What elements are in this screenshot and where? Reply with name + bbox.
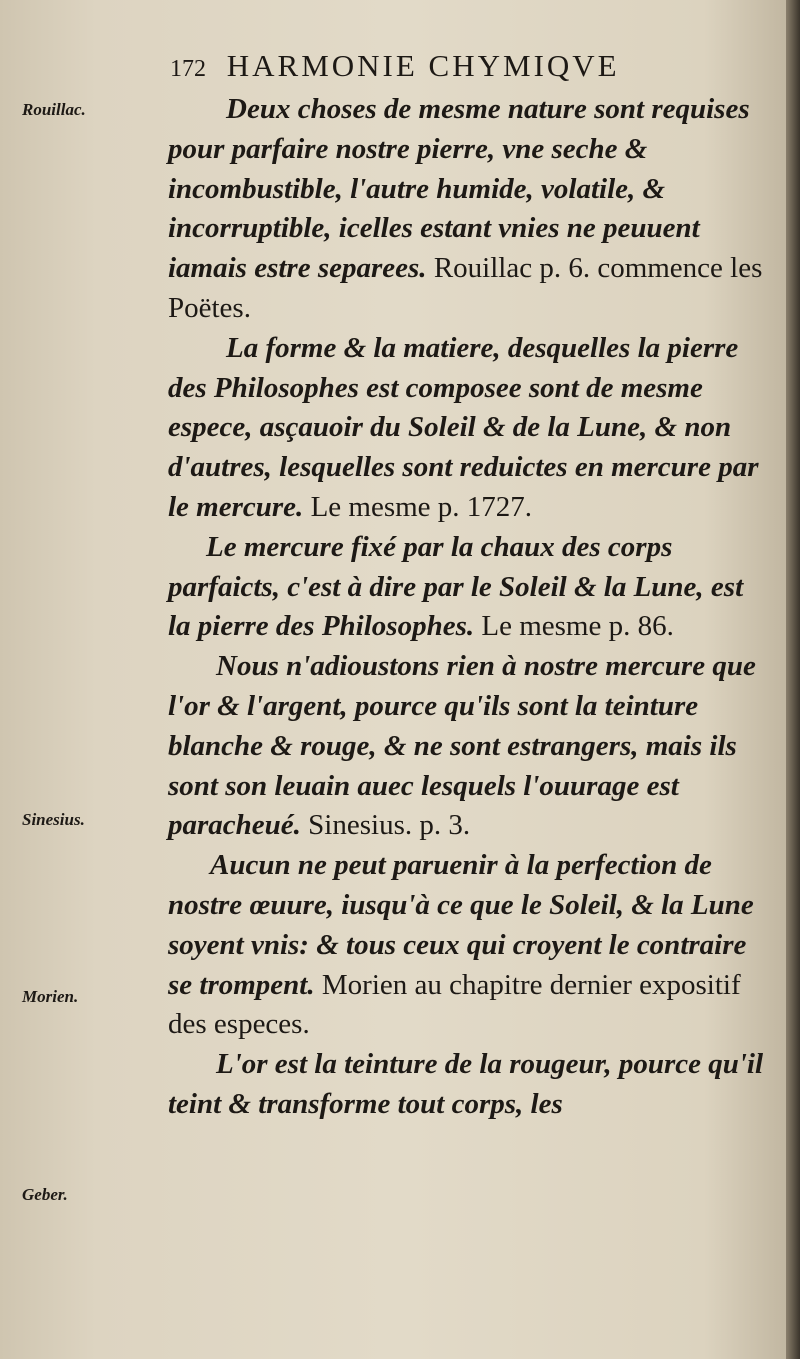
quote-text: Le mercure fixé par la chaux des corps parfaicts, c'est à dire par le Soleil & la Lune, est la pierre des Philosophes. bbox=[168, 530, 744, 643]
quote-text: Deux choses de mesme nature sont requises pour parfaire nostre pierre, vne seche & incombustible, l'autre humide, volatile, & incorruptible, icelles estant vnies ne peuuent iamais estre separees. bbox=[168, 93, 750, 285]
paragraph-2 bbox=[168, 329, 768, 528]
margin-note-rouillac: Rouillac. bbox=[22, 100, 86, 119]
margin-note-geber: Geber. bbox=[22, 1185, 68, 1204]
quote-text: La forme & la matiere, desquelles la pierre des Philosophes est composee sont de mesme espece, asçauoir du Soleil & de la Lune, & non d'autres, lesquelles sont reduictes en mercure par le mercure. bbox=[168, 331, 759, 523]
citation: Le mesme p. 86. bbox=[474, 610, 674, 643]
paragraph-6 bbox=[168, 1045, 768, 1125]
paragraph-1 bbox=[168, 90, 768, 329]
page-number: 172 bbox=[170, 56, 206, 82]
citation: Morien au chapitre dernier expositif des especes. bbox=[168, 968, 741, 1041]
running-title: HARMONIE CHYMIQVE bbox=[226, 48, 620, 83]
running-header bbox=[170, 48, 760, 84]
paragraph-5 bbox=[168, 846, 768, 1045]
margin-note-sinesius: Sinesius. bbox=[22, 810, 85, 829]
quote-text: Aucun ne peut paruenir à la perfection de nostre œuure, iusqu'à ce que le Soleil, & la Lune soyent vnis: & tous ceux qui croyent le contraire se trompent. bbox=[168, 849, 754, 1001]
citation: Rouillac p. 6. commence les Poëtes. bbox=[168, 252, 763, 324]
quote-text: L'or est la teinture de la rougeur, pource qu'il teint & transforme tout corps, les bbox=[168, 1048, 764, 1120]
quote-text: Nous n'adioustons rien à nostre mercure que l'or & l'argent, pource qu'ils sont la teinture blanche & rouge, & ne sont estrangers, mais ils sont son leuain auec lesquels l'ouurage est paracheué. bbox=[168, 650, 756, 842]
paragraph-3 bbox=[168, 528, 768, 647]
paragraph-4 bbox=[168, 647, 768, 846]
margin-note-morien: Morien. bbox=[22, 987, 79, 1006]
main-text bbox=[168, 90, 768, 1125]
citation: Sinesius. p. 3. bbox=[300, 809, 471, 842]
page-edge bbox=[786, 0, 800, 1359]
citation: Le mesme p. 1727. bbox=[303, 490, 533, 523]
